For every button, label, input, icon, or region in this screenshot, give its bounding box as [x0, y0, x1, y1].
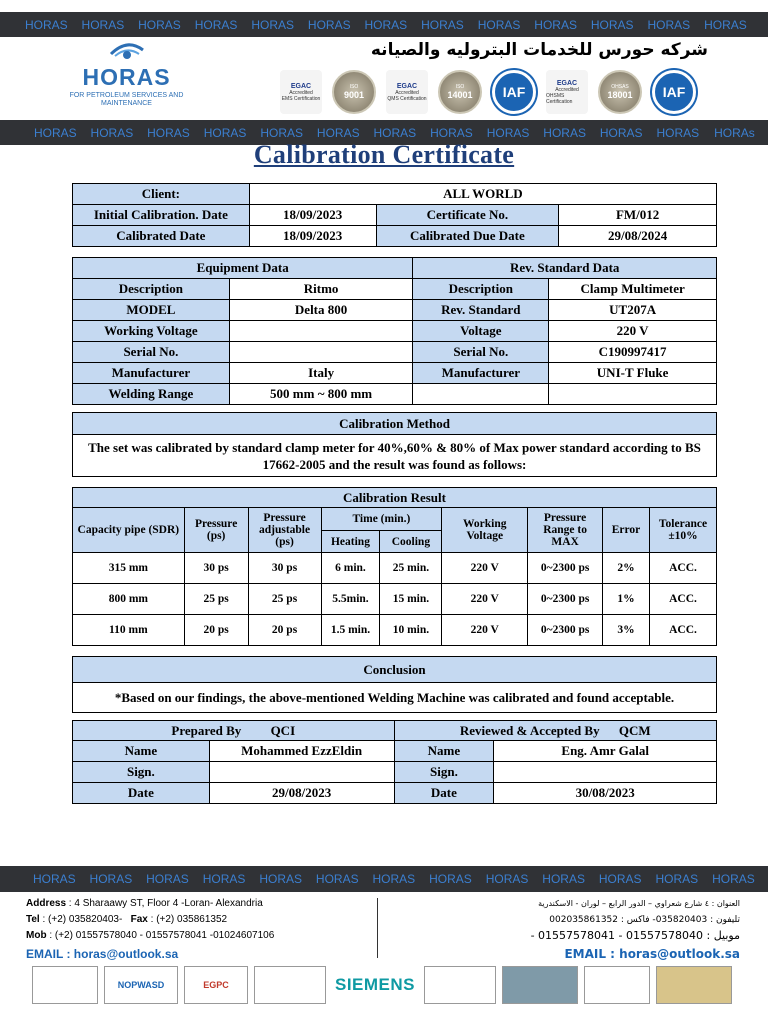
col-heating: Heating: [321, 531, 380, 553]
standard-row-value: 220 V: [549, 321, 717, 342]
partner-logo-photo: [502, 966, 578, 1004]
sign-label: Sign.: [73, 762, 210, 783]
band-word: HORAS: [90, 125, 134, 140]
standard-row-value: UT207A: [549, 300, 717, 321]
equipment-row-value: [229, 342, 413, 363]
cell-voltage: 220 V: [442, 584, 528, 615]
cell-tolerance: ACC.: [649, 553, 716, 584]
standard-row-label: Rev. Standard: [413, 300, 549, 321]
calibration-method-table: [72, 412, 717, 477]
footer-contact-arabic: [531, 896, 740, 962]
band-word: HORAS: [315, 872, 359, 886]
band-word: HORAS: [656, 125, 700, 140]
partner-logo-company: [424, 966, 496, 1004]
band-word: HORAS: [147, 125, 190, 140]
reviewed-by-label: Reviewed & Accepted By: [459, 722, 600, 738]
equipment-row-label: Serial No.: [73, 342, 230, 363]
reviewed-date: 30/08/2023: [494, 783, 717, 804]
standard-row-label: Manufacturer: [413, 363, 549, 384]
equipment-row-value: Italy: [229, 363, 413, 384]
col-working-voltage: Working Voltage: [442, 508, 528, 553]
iaf-badge: IAF: [492, 70, 536, 114]
standard-row-value: Clamp Multimeter: [549, 279, 717, 300]
iaf-badge: IAF: [652, 70, 696, 114]
table-row: [73, 615, 717, 646]
due-date-value: 29/08/2024: [559, 226, 717, 247]
band-word: HORAS: [138, 17, 181, 32]
band-word: HORAS: [542, 872, 585, 886]
cell-cooling: 10 min.: [380, 615, 442, 646]
equipment-row-value: Delta 800: [229, 300, 413, 321]
col-tolerance: Tolerance ±10%: [649, 508, 716, 553]
prepared-name: Mohammed EzzEldin: [209, 741, 394, 762]
cell-pressure-adjustable: 25 ps: [248, 584, 321, 615]
cell-capacity: 800 mm: [73, 584, 185, 615]
col-capacity: Capacity pipe (SDR): [73, 508, 185, 553]
method-header: Calibration Method: [73, 413, 717, 435]
cell-pressure-adjustable: 30 ps: [248, 553, 321, 584]
footer-divider: [377, 898, 378, 958]
band-word: HORAS: [590, 17, 634, 32]
egac-badge: EGAC Accredited EMS Certification: [280, 70, 322, 114]
standard-row-value: [549, 384, 717, 405]
partner-logo-nopwasd: NOPWASD: [104, 966, 178, 1004]
band-word: HORAS: [430, 125, 473, 140]
arabic-mobile-line: - 01557578041 - 01557578040 : موبيل: [530, 929, 740, 942]
iso-14001-badge: ISO 14001: [438, 70, 482, 114]
band-word: HORAS: [485, 872, 529, 886]
certification-badges: [280, 66, 760, 118]
result-header: Calibration Result: [73, 488, 717, 508]
arabic-phone-line: تليفون : 035820403- فاكس : 002035861352: [549, 915, 740, 925]
col-error: Error: [603, 508, 650, 553]
reviewed-name: Eng. Amr Galal: [494, 741, 717, 762]
cell-range: 0~2300 ps: [528, 553, 603, 584]
standard-row-label: Description: [413, 279, 549, 300]
band-word: HORAS: [599, 125, 643, 140]
conclusion-header: Conclusion: [73, 657, 717, 683]
partner-logo-gold: [656, 966, 732, 1004]
prepared-by-header: [73, 721, 395, 741]
band-word: HORAS: [24, 17, 68, 32]
band-word: HORAS: [33, 125, 77, 140]
cell-pressure: 25 ps: [184, 584, 248, 615]
standard-row-label: Serial No.: [413, 342, 549, 363]
col-pressure-range: Pressure Range to MAX: [528, 508, 603, 553]
rev-standard-header: Rev. Standard Data: [413, 258, 717, 279]
band-word: HORAS: [81, 17, 125, 32]
band-word: HORAS: [712, 872, 755, 886]
band-word: HORAS: [534, 17, 577, 32]
cell-tolerance: ACC.: [649, 615, 716, 646]
standard-row-value: UNI-T Fluke: [549, 363, 717, 384]
footer-contact-english: [26, 896, 274, 962]
band-word: HORAS: [647, 17, 691, 32]
partner-logo-emblem: [32, 966, 98, 1004]
client-info-table: [72, 183, 717, 247]
equipment-row-label: Manufacturer: [73, 363, 230, 384]
sign-label: Sign.: [394, 762, 494, 783]
partner-logo-crest: [584, 966, 650, 1004]
due-date-label: Calibrated Due Date: [376, 226, 559, 247]
equipment-row-label: MODEL: [73, 300, 230, 321]
band-word: HORAS: [202, 872, 246, 886]
cell-error: 2%: [603, 553, 650, 584]
table-row: [73, 584, 717, 615]
reviewed-by-header: [394, 721, 717, 741]
date-label: Date: [394, 783, 494, 804]
cell-heating: 1.5 min.: [321, 615, 380, 646]
client-label: Client:: [73, 184, 250, 205]
band-word: HORAS: [704, 17, 747, 32]
reviewed-signature: [494, 762, 717, 783]
cell-capacity: 110 mm: [73, 615, 185, 646]
band-word: HORAS: [259, 872, 303, 886]
band-word: HORAS: [373, 125, 417, 140]
band-word: HORAS: [89, 872, 133, 886]
col-cooling: Cooling: [380, 531, 442, 553]
ohsas-18001-badge: OHSAS 18001: [598, 70, 642, 114]
cell-range: 0~2300 ps: [528, 615, 603, 646]
logo-subtitle: FOR PETROLEUM SERVICES AND MAINTENANCE: [69, 92, 184, 107]
band-word: HORAS: [203, 125, 247, 140]
conclusion-text: *Based on our findings, the above-mentioned Welding Machine was calibrated and found acceptable.: [73, 683, 717, 713]
name-label: Name: [394, 741, 494, 762]
arabic-address-line: العنوان : ٤ شارع شعراوي – الدور الرابع – لوران - الاسكندرية: [538, 899, 740, 908]
cell-error: 1%: [603, 584, 650, 615]
egac-badge: EGAC Accredited QMS Certification: [386, 70, 428, 114]
band-word: HORAS: [307, 17, 351, 32]
equipment-row-label: Working Voltage: [73, 321, 230, 342]
address-line: Address : 4 Sharaawy ST, Floor 4 -Loran- Alexandria: [26, 898, 263, 909]
cell-range: 0~2300 ps: [528, 584, 603, 615]
signoff-table: [72, 720, 717, 804]
top-band: [0, 12, 768, 37]
band-word: HORAS: [429, 872, 472, 886]
page-title: Calibration Certificate: [253, 140, 515, 169]
prepared-by-label: Prepared By: [171, 722, 242, 738]
equipment-row-value: [229, 321, 413, 342]
col-pressure: Pressure (ps): [184, 508, 248, 553]
standard-row-label: Voltage: [413, 321, 549, 342]
partner-logo-egpc: EGPC: [184, 966, 248, 1004]
band-word: HORAS: [194, 17, 238, 32]
band-word: HORAS: [598, 872, 642, 886]
cell-pressure: 20 ps: [184, 615, 248, 646]
conclusion-table: [72, 656, 717, 713]
reviewed-by-role: QCM: [618, 722, 651, 738]
band-word: HORAS: [146, 872, 189, 886]
partner-logos: [32, 964, 738, 1006]
cert-no-value: FM/012: [559, 205, 717, 226]
egac-badge: EGAC Accredited OHSMS Certification: [546, 70, 588, 114]
band-word: HORAS: [543, 125, 586, 140]
band-word: HORAS: [316, 125, 360, 140]
col-pressure-adjustable: Pressure adjustable (ps): [248, 508, 321, 553]
standard-row-label: [413, 384, 549, 405]
cell-voltage: 220 V: [442, 615, 528, 646]
equipment-row-value: Ritmo: [229, 279, 413, 300]
band-word: HORAS: [32, 872, 76, 886]
table-row: [73, 553, 717, 584]
band-word: HORAS: [477, 17, 521, 32]
horas-logo: [64, 40, 189, 110]
iso-9001-badge: ISO 9001: [332, 70, 376, 114]
cell-capacity: 315 mm: [73, 553, 185, 584]
calibrated-date-value: 18/09/2023: [249, 226, 376, 247]
cell-cooling: 15 min.: [380, 584, 442, 615]
initial-date-value: 18/09/2023: [249, 205, 376, 226]
cell-pressure: 30 ps: [184, 553, 248, 584]
client-value: ALL WORLD: [249, 184, 716, 205]
date-label: Date: [73, 783, 210, 804]
prepared-signature: [209, 762, 394, 783]
prepared-by-role: QCI: [270, 722, 296, 738]
calibrated-date-label: Calibrated Date: [73, 226, 250, 247]
cert-no-label: Certificate No.: [376, 205, 559, 226]
cell-heating: 6 min.: [321, 553, 380, 584]
cell-error: 3%: [603, 615, 650, 646]
cell-cooling: 25 min.: [380, 553, 442, 584]
cell-heating: 5.5min.: [321, 584, 380, 615]
band-word: HORAS: [260, 125, 304, 140]
col-time: Time (min.): [321, 508, 442, 531]
band-word: HORAS: [421, 17, 464, 32]
mobile-line: Mob : (+2) 01557578040 - 01557578041 -01024607106: [26, 930, 275, 941]
bottom-band: [0, 866, 768, 892]
equipment-row-value: 500 mm ~ 800 mm: [229, 384, 413, 405]
initial-date-label: Initial Calibration. Date: [73, 205, 250, 226]
band-word: HORAs: [714, 125, 755, 140]
band-word: HORAS: [372, 872, 416, 886]
company-arabic-name: شركه حورس للخدمات البتروليه والصيانه: [370, 40, 708, 60]
band-word: HORAS: [655, 872, 699, 886]
email-link[interactable]: EMAIL : horas@outlook.sa: [26, 947, 179, 961]
equipment-table: [72, 257, 717, 405]
arabic-email-link[interactable]: EMAIL : horas@outlook.sa: [564, 947, 740, 961]
cell-voltage: 220 V: [442, 553, 528, 584]
standard-row-value: C190997417: [549, 342, 717, 363]
cell-pressure-adjustable: 20 ps: [248, 615, 321, 646]
logo-name: HORAS: [82, 64, 171, 90]
band-word: HORAS: [251, 17, 295, 32]
band-word: HORAS: [364, 17, 408, 32]
method-text: The set was calibrated by standard clamp meter for 40%,60% & 80% of Max power standard according to BS 17662-2005 and the result was found as follows:: [73, 435, 717, 477]
band-word: HORAS: [486, 125, 530, 140]
equipment-data-header: Equipment Data: [73, 258, 413, 279]
partner-logo-siemens: SIEMENS: [334, 975, 416, 994]
equipment-row-label: Description: [73, 279, 230, 300]
equipment-row-label: Welding Range: [73, 384, 230, 405]
cell-tolerance: ACC.: [649, 584, 716, 615]
partner-logo-seal: [254, 966, 326, 1004]
prepared-date: 29/08/2023: [209, 783, 394, 804]
eye-logo-icon: [109, 40, 145, 66]
calibration-result-table: [72, 487, 717, 646]
name-label: Name: [73, 741, 210, 762]
tel-line: Tel : (+2) 035820403- Fax : (+2) 035861352: [26, 914, 228, 925]
